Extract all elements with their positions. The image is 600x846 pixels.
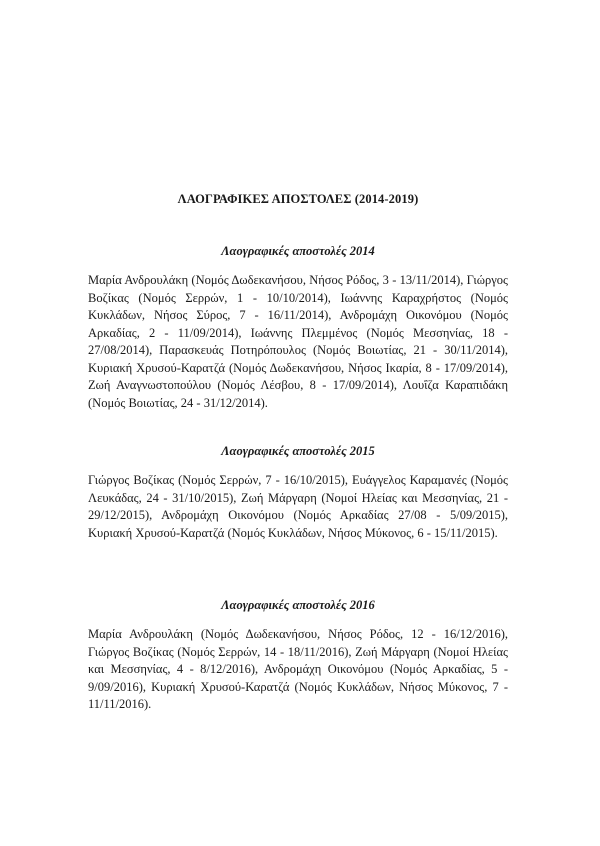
section-heading: Λαογραφικές αποστολές 2014 <box>221 244 375 258</box>
section-2014 <box>88 244 508 412</box>
document-title: ΛΑΟΓΡΑΦΙΚΕΣ ΑΠΟΣΤΟΛΕΣ (2014-2019) <box>177 192 419 206</box>
document-page <box>88 0 508 846</box>
section-2015 <box>88 444 508 542</box>
section-2016 <box>88 598 508 714</box>
section-paragraph: Μαρία Ανδρουλάκη (Νομός Δωδεκανήσου, Νήσος Ρόδος, 3 - 13/11/2014), Γιώργος Βοζίκας (Νομός Σερρών, 1 - 10/10/2014), Ιωάννης Καραχρήστος (Νομός Κυκλάδων, Νήσος Σύρος, 7 - 16/11/2014), Ανδρομάχη Οικονόμου (Νομός Αρκαδίας, 2 - 11/09/2014), Ιωάννης Πλεμμένος (Νομός Μεσσηνίας, 18 - 27/08/2014), Παρασκευάς Ποτηρόπουλος (Νομός Βοιωτίας, 21 - 30/11/2014), Κυριακή Χρυσού-Καρατζά (Νομός Δωδεκανήσου, Νήσος Ικαρία, 8 - 17/09/2014), Ζωή Αναγνωστοπούλου (Νομός Λέσβου, 8 - 17/09/2014), Λουΐζα Καραπιδάκη (Νομός Βοιωτίας, 24 - 31/12/2014). <box>88 273 508 410</box>
section-paragraph: Γιώργος Βοζίκας (Νομός Σερρών, 7 - 16/10/2015), Ευάγγελος Καραμανές (Νομός Λευκάδας, 24 - 31/10/2015), Ζωή Μάργαρη (Νομοί Ηλείας και Μεσσηνίας, 21 - 29/12/2015), Ανδρομάχη Οικονόμου (Νομός Αρκαδίας 27/08 - 5/09/2015), Κυριακή Χρυσού-Καρατζά (Νομός Κυκλάδων, Νήσος Μύκονος, 6 - 15/11/2015). <box>88 473 508 540</box>
section-heading: Λαογραφικές αποστολές 2016 <box>221 598 375 612</box>
section-paragraph: Μαρία Ανδρουλάκη (Νομός Δωδεκανήσου, Νήσος Ρόδος, 12 - 16/12/2016), Γιώργος Βοζίκας (Νομός Σερρών, 14 - 18/11/2016), Ζωή Μάργαρη (Νομοί Ηλείας και Μεσσηνίας, 4 - 8/12/2016), Ανδρομάχη Οικονόμου (Νομός Αρκαδίας, 5 - 9/09/2016), Κυριακή Χρυσού-Καρατζά (Νομός Κυκλάδων, Νήσος Μύκονος, 7 - 11/11/2016). <box>88 627 508 711</box>
section-heading: Λαογραφικές αποστολές 2015 <box>221 444 375 458</box>
